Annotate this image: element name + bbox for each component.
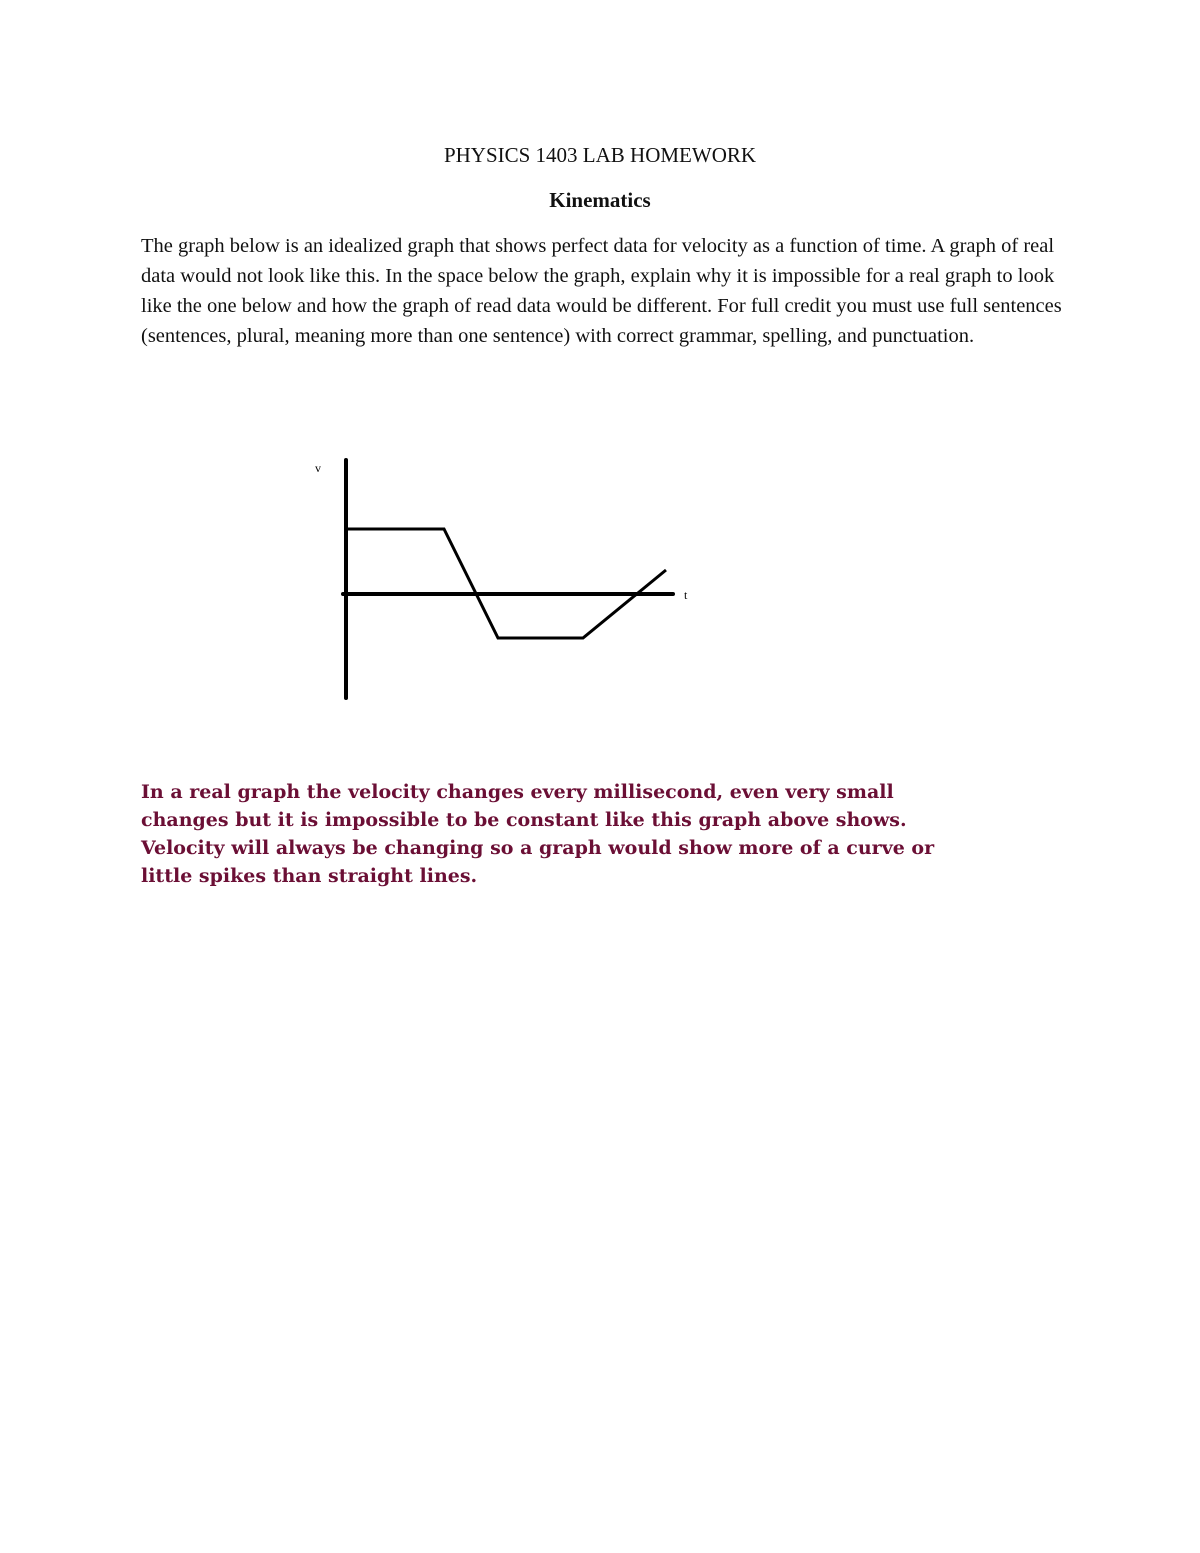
document-subtitle: Kinematics [549, 188, 651, 212]
y-axis-label: v [315, 461, 321, 475]
instructions-paragraph: The graph below is an idealized graph that shows perfect data for velocity as a function of time. A graph of real data would not look like this. In the space below the graph, explain why it is impossible for a real graph to look like the one below and how the graph of read data would be different. For full credit you must use full sentences (sentences, plural, meaning more than one sentence) with correct grammar, spelling, and punctuation. [141, 235, 1062, 347]
velocity-line [346, 529, 666, 638]
x-axis-label: t [684, 588, 688, 602]
answer-paragraph: In a real graph the velocity changes every millisecond, even very small changes but it is impossible to be constant like this graph above shows. Velocity will always be changing so a graph would show more of a curve or little spikes than straight lines. [141, 781, 935, 887]
document-title: PHYSICS 1403 LAB HOMEWORK [443, 143, 757, 167]
velocity-time-graph [300, 450, 710, 710]
